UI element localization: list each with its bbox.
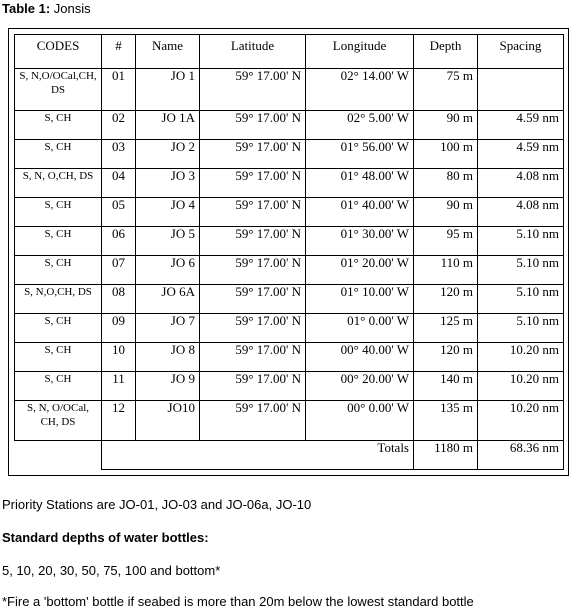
number-cell: 08 [102, 285, 136, 314]
longitude-cell: 01° 30.00' W [306, 227, 414, 256]
number-cell: 12 [102, 401, 136, 441]
depth-cell: 120 m [414, 285, 478, 314]
longitude-cell: 02° 14.00' W [306, 69, 414, 111]
depth-cell: 125 m [414, 314, 478, 343]
table-row [15, 227, 564, 256]
latitude-cell: 59° 17.00' N [200, 314, 306, 343]
latitude-cell: 59° 17.00' N [200, 111, 306, 140]
table-caption [2, 1, 91, 16]
name-cell: JO 1A [136, 111, 200, 140]
col-header-longitude: Longitude [306, 35, 414, 69]
depth-cell: 95 m [414, 227, 478, 256]
spacing-cell: 4.59 nm [478, 111, 564, 140]
table-row [15, 372, 564, 401]
number-cell: 09 [102, 314, 136, 343]
depth-cell: 80 m [414, 169, 478, 198]
number-cell: 11 [102, 372, 136, 401]
codes-cell: S, N,O,CH, DS [15, 285, 102, 314]
spacing-cell: 10.20 nm [478, 343, 564, 372]
longitude-cell: 02° 5.00' W [306, 111, 414, 140]
number-cell: 03 [102, 140, 136, 169]
longitude-cell: 01° 56.00' W [306, 140, 414, 169]
codes-cell: S, CH [15, 372, 102, 401]
number-cell: 05 [102, 198, 136, 227]
table-row [15, 314, 564, 343]
number-cell: 10 [102, 343, 136, 372]
longitude-cell: 00° 20.00' W [306, 372, 414, 401]
depth-cell: 140 m [414, 372, 478, 401]
table-row [15, 285, 564, 314]
latitude-cell: 59° 17.00' N [200, 227, 306, 256]
totals-blank-cell [15, 441, 102, 470]
spacing-cell: 10.20 nm [478, 401, 564, 441]
totals-label: Totals [102, 441, 414, 470]
name-cell: JO 4 [136, 198, 200, 227]
spacing-cell: 4.08 nm [478, 169, 564, 198]
number-cell: 07 [102, 256, 136, 285]
name-cell: JO 2 [136, 140, 200, 169]
depth-cell: 90 m [414, 198, 478, 227]
latitude-cell: 59° 17.00' N [200, 169, 306, 198]
longitude-cell: 01° 20.00' W [306, 256, 414, 285]
water-bottles-heading: Standard depths of water bottles: [2, 530, 209, 545]
totals-spacing: 68.36 nm [478, 441, 564, 470]
codes-cell: S, CH [15, 198, 102, 227]
latitude-cell: 59° 17.00' N [200, 69, 306, 111]
col-header-depth: Depth [414, 35, 478, 69]
codes-cell: S, CH [15, 256, 102, 285]
codes-cell: S, N, O/OCal, CH, DS [15, 401, 102, 441]
totals-depth: 1180 m [414, 441, 478, 470]
table-row [15, 69, 564, 111]
name-cell: JO 1 [136, 69, 200, 111]
name-cell: JO 6A [136, 285, 200, 314]
latitude-cell: 59° 17.00' N [200, 198, 306, 227]
longitude-cell: 00° 40.00' W [306, 343, 414, 372]
spacing-cell: 5.10 nm [478, 285, 564, 314]
col-header-codes: CODES [15, 35, 102, 69]
spacing-cell [478, 69, 564, 111]
col-header-name: Name [136, 35, 200, 69]
name-cell: JO10 [136, 401, 200, 441]
caption-title: Jonsis [53, 1, 91, 16]
latitude-cell: 59° 17.00' N [200, 401, 306, 441]
number-cell: 04 [102, 169, 136, 198]
name-cell: JO 7 [136, 314, 200, 343]
spacing-cell: 4.08 nm [478, 198, 564, 227]
number-cell: 02 [102, 111, 136, 140]
name-cell: JO 3 [136, 169, 200, 198]
table-row [15, 140, 564, 169]
latitude-cell: 59° 17.00' N [200, 372, 306, 401]
standard-depths-list: 5, 10, 20, 30, 50, 75, 100 and bottom* [2, 563, 221, 578]
table-row [15, 198, 564, 227]
latitude-cell: 59° 17.00' N [200, 256, 306, 285]
caption-label: Table 1: [2, 1, 51, 16]
spacing-cell: 4.59 nm [478, 140, 564, 169]
name-cell: JO 5 [136, 227, 200, 256]
latitude-cell: 59° 17.00' N [200, 285, 306, 314]
longitude-cell: 01° 48.00' W [306, 169, 414, 198]
longitude-cell: 01° 0.00' W [306, 314, 414, 343]
table-row [15, 256, 564, 285]
codes-cell: S, N, O,CH, DS [15, 169, 102, 198]
longitude-cell: 01° 10.00' W [306, 285, 414, 314]
number-cell: 01 [102, 69, 136, 111]
table-row [15, 343, 564, 372]
table-row [15, 401, 564, 441]
table-row [15, 111, 564, 140]
depth-cell: 100 m [414, 140, 478, 169]
depth-cell: 120 m [414, 343, 478, 372]
name-cell: JO 6 [136, 256, 200, 285]
number-cell: 06 [102, 227, 136, 256]
longitude-cell: 01° 40.00' W [306, 198, 414, 227]
depth-cell: 135 m [414, 401, 478, 441]
latitude-cell: 59° 17.00' N [200, 343, 306, 372]
spacing-cell: 5.10 nm [478, 256, 564, 285]
col-header-spacing: Spacing [478, 35, 564, 69]
bottom-bottle-footnote: *Fire a 'bottom' bottle if seabed is more than 20m below the lowest standard bottle [2, 594, 474, 609]
stations-table [14, 34, 564, 470]
col-header-number: # [102, 35, 136, 69]
codes-cell: S, CH [15, 314, 102, 343]
codes-cell: S, CH [15, 140, 102, 169]
priority-stations-note: Priority Stations are JO-01, JO-03 and JO-06a, JO-10 [2, 497, 312, 512]
spacing-cell: 5.10 nm [478, 227, 564, 256]
spacing-cell: 5.10 nm [478, 314, 564, 343]
codes-cell: S, CH [15, 343, 102, 372]
name-cell: JO 8 [136, 343, 200, 372]
name-cell: JO 9 [136, 372, 200, 401]
depth-cell: 75 m [414, 69, 478, 111]
depth-cell: 90 m [414, 111, 478, 140]
depth-cell: 110 m [414, 256, 478, 285]
codes-cell: S, CH [15, 227, 102, 256]
latitude-cell: 59° 17.00' N [200, 140, 306, 169]
col-header-latitude: Latitude [200, 35, 306, 69]
codes-cell: S, CH [15, 111, 102, 140]
codes-cell: S, N,O/OCal,CH, DS [15, 69, 102, 111]
spacing-cell: 10.20 nm [478, 372, 564, 401]
table-row [15, 169, 564, 198]
header-row [15, 35, 564, 69]
longitude-cell: 00° 0.00' W [306, 401, 414, 441]
totals-row [15, 441, 564, 470]
